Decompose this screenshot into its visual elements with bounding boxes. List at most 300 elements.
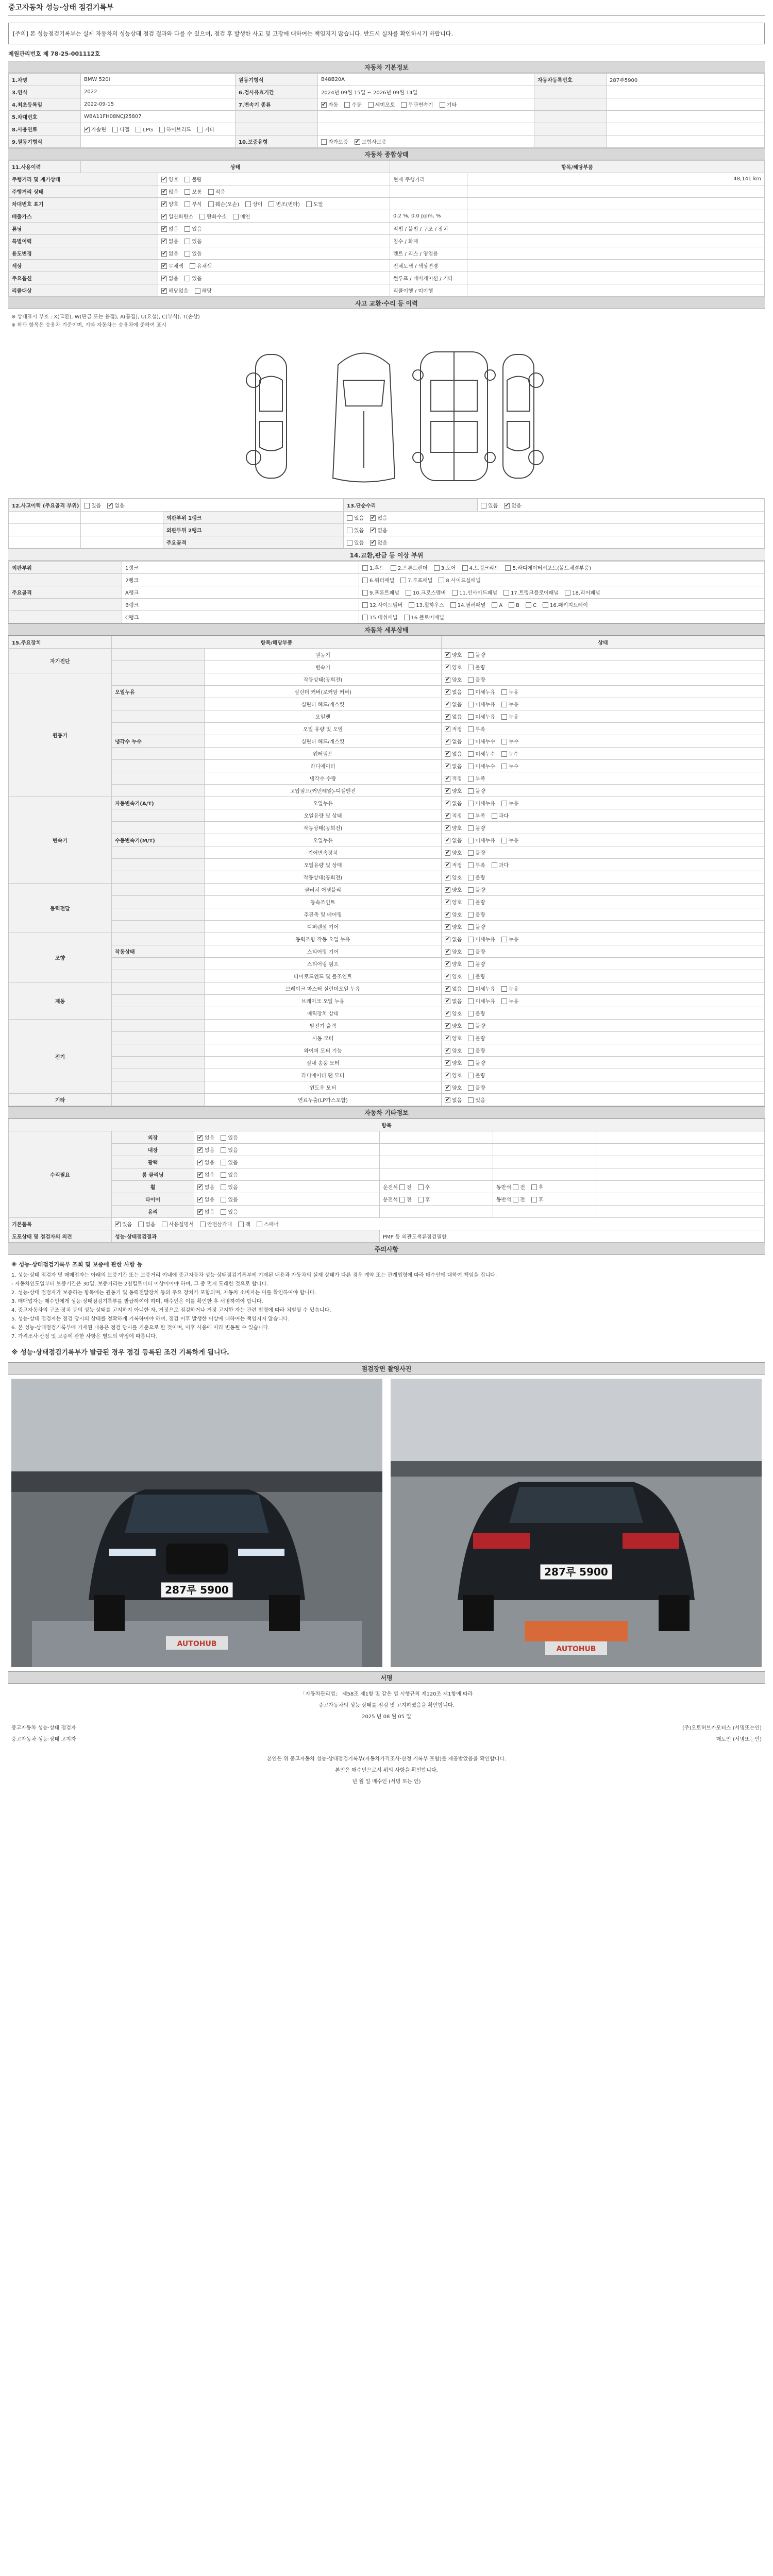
checkbox-icon[interactable] — [468, 900, 474, 905]
detail-opt[interactable]: 부족 — [468, 863, 485, 869]
detail-opt[interactable]: ✔ 없음 — [445, 715, 462, 720]
checkbox-icon[interactable] — [184, 226, 190, 232]
checkbox-icon[interactable] — [184, 189, 190, 195]
checkbox-icon[interactable] — [445, 838, 450, 843]
detail-opt[interactable]: ✔ 양호 — [445, 875, 462, 881]
checkbox-icon[interactable] — [404, 615, 410, 620]
checkbox-icon[interactable] — [531, 1197, 537, 1202]
warranty-opt[interactable]: ✔ 보험사보증 — [355, 140, 386, 145]
checkbox-icon[interactable] — [492, 602, 497, 608]
checkbox-icon[interactable] — [445, 1048, 450, 1054]
checkbox-icon[interactable] — [208, 189, 214, 195]
checkbox-icon[interactable] — [362, 590, 368, 596]
transmission-opt[interactable]: 무단변속기 — [401, 103, 433, 108]
checkbox-icon[interactable] — [445, 949, 450, 955]
checkbox-icon[interactable] — [445, 974, 450, 979]
detail-opt[interactable]: 부족 — [468, 776, 485, 782]
other-side-opt[interactable]: 후 — [531, 1197, 544, 1203]
checkbox-icon[interactable] — [445, 1036, 450, 1041]
exchange-opt[interactable]: 3.도어 — [434, 566, 456, 571]
general-opt[interactable]: 있음 — [184, 239, 201, 245]
accident-q2-opt[interactable]: ✔ 없음 — [504, 503, 521, 509]
detail-opt[interactable]: 불량 — [468, 950, 485, 955]
checkbox-icon[interactable] — [162, 1222, 167, 1227]
exchange-opt[interactable]: 14.필러패널 — [450, 603, 486, 608]
other-side-opt[interactable]: 후 — [418, 1185, 430, 1191]
checkbox-icon[interactable] — [445, 825, 450, 831]
checkbox-icon[interactable] — [184, 239, 190, 244]
checkbox-icon[interactable] — [468, 1073, 474, 1078]
other-opt[interactable]: 있음 — [221, 1173, 238, 1178]
checkbox-icon[interactable] — [445, 986, 450, 992]
checkbox-icon[interactable] — [468, 937, 474, 942]
checkbox-icon[interactable] — [445, 764, 450, 769]
exchange-opt[interactable]: 17.트렁크플로어패널 — [503, 590, 559, 596]
checkbox-icon[interactable] — [468, 801, 474, 806]
checkbox-icon[interactable] — [184, 276, 190, 281]
checkbox-icon[interactable] — [197, 1147, 203, 1153]
detail-opt[interactable]: 미세누유 — [468, 999, 495, 1005]
other-side-opt[interactable]: 전 — [513, 1185, 525, 1191]
detail-opt[interactable]: ✔ 양호 — [445, 925, 462, 930]
general-opt[interactable]: 매연 — [233, 214, 250, 220]
checkbox-icon[interactable] — [184, 251, 190, 257]
checkbox-icon[interactable] — [445, 652, 450, 658]
checkbox-icon[interactable] — [501, 986, 507, 992]
checkbox-icon[interactable] — [445, 961, 450, 967]
checkbox-icon[interactable] — [501, 702, 507, 707]
detail-opt[interactable]: ✔ 없음 — [445, 739, 462, 745]
detail-opt[interactable]: ✔ 양호 — [445, 1036, 462, 1042]
detail-opt[interactable]: ✔ 양호 — [445, 653, 462, 658]
checkbox-icon[interactable] — [481, 503, 486, 509]
checkbox-icon[interactable] — [306, 201, 312, 207]
checkbox-icon[interactable] — [504, 503, 510, 509]
detail-opt[interactable]: ✔ 양호 — [445, 1024, 462, 1029]
checkbox-icon[interactable] — [362, 578, 368, 583]
checkbox-icon[interactable] — [468, 1060, 474, 1066]
checkbox-icon[interactable] — [197, 1197, 203, 1202]
checkbox-icon[interactable] — [445, 714, 450, 720]
detail-opt[interactable]: ✔ 없음 — [445, 690, 462, 696]
checkbox-icon[interactable] — [468, 665, 474, 670]
checkbox-icon[interactable] — [445, 924, 450, 930]
checkbox-icon[interactable] — [161, 276, 167, 281]
other-side-opt[interactable]: 전 — [399, 1197, 412, 1203]
checkbox-icon[interactable] — [468, 1011, 474, 1016]
checkbox-icon[interactable] — [445, 1085, 450, 1091]
checkbox-icon[interactable] — [136, 127, 141, 132]
general-opt[interactable]: 상이 — [245, 202, 262, 208]
basic-item-opt[interactable]: 안전삼각대 — [200, 1222, 232, 1228]
detail-opt[interactable]: ✔ 없음 — [445, 999, 462, 1005]
checkbox-icon[interactable] — [468, 924, 474, 930]
checkbox-icon[interactable] — [492, 862, 497, 868]
transmission-opt[interactable]: ✔ 자동 — [321, 103, 338, 108]
detail-opt[interactable]: ✔ 없음 — [445, 1098, 462, 1104]
checkbox-icon[interactable] — [362, 615, 368, 620]
checkbox-icon[interactable] — [221, 1160, 226, 1165]
checkbox-icon[interactable] — [445, 1097, 450, 1103]
detail-opt[interactable]: 불량 — [468, 912, 485, 918]
checkbox-icon[interactable] — [221, 1172, 226, 1178]
checkbox-icon[interactable] — [468, 739, 474, 744]
checkbox-icon[interactable] — [233, 214, 239, 219]
checkbox-icon[interactable] — [399, 1184, 405, 1190]
general-opt[interactable]: ✔ 없음 — [161, 251, 178, 257]
detail-opt[interactable]: 누유 — [501, 987, 518, 992]
checkbox-icon[interactable] — [445, 998, 450, 1004]
exchange-opt[interactable]: 6.쿼터패널 — [362, 578, 394, 584]
basic-item-opt[interactable]: 스패너 — [257, 1222, 279, 1228]
other-opt[interactable]: ✔ 없음 — [197, 1185, 214, 1191]
general-opt[interactable]: ✔ 없음 — [161, 239, 178, 245]
checkbox-icon[interactable] — [501, 998, 507, 1004]
detail-opt[interactable]: 불량 — [468, 1061, 485, 1066]
fuel-opt[interactable]: LPG — [136, 127, 153, 133]
detail-opt[interactable]: 불량 — [468, 875, 485, 881]
detail-opt[interactable]: ✔ 양호 — [445, 789, 462, 794]
checkbox-icon[interactable] — [418, 1184, 424, 1190]
exchange-opt[interactable]: A — [492, 603, 502, 608]
detail-opt[interactable]: 미세누수 — [468, 764, 495, 770]
checkbox-icon[interactable] — [468, 764, 474, 769]
other-opt[interactable]: ✔ 없음 — [197, 1160, 214, 1166]
checkbox-icon[interactable] — [445, 788, 450, 794]
detail-opt[interactable]: 누유 — [501, 838, 518, 844]
checkbox-icon[interactable] — [221, 1197, 226, 1202]
checkbox-icon[interactable] — [565, 590, 570, 596]
checkbox-icon[interactable] — [368, 102, 374, 108]
detail-opt[interactable]: ✔ 없음 — [445, 764, 462, 770]
exchange-opt[interactable]: 16.패키지트레이 — [543, 603, 588, 608]
checkbox-icon[interactable] — [445, 813, 450, 819]
checkbox-icon[interactable] — [197, 1209, 203, 1215]
detail-opt[interactable]: 있음 — [468, 1098, 485, 1104]
detail-opt[interactable]: ✔ 양호 — [445, 900, 462, 906]
checkbox-icon[interactable] — [184, 201, 190, 207]
exchange-opt[interactable]: 8.사이드실패널 — [439, 578, 481, 584]
checkbox-icon[interactable] — [468, 1085, 474, 1091]
checkbox-icon[interactable] — [468, 912, 474, 918]
exchange-opt[interactable]: 2.프론트펜더 — [391, 566, 428, 571]
detail-opt[interactable]: 미세누유 — [468, 987, 495, 992]
checkbox-icon[interactable] — [245, 201, 251, 207]
checkbox-icon[interactable] — [221, 1184, 226, 1190]
checkbox-icon[interactable] — [468, 974, 474, 979]
checkbox-icon[interactable] — [468, 1023, 474, 1029]
checkbox-icon[interactable] — [531, 1184, 537, 1190]
general-opt[interactable]: 있음 — [184, 276, 201, 282]
exchange-opt[interactable]: 12.사이드멤버 — [362, 603, 402, 608]
rank-opt[interactable]: ✔ 없음 — [370, 516, 387, 521]
checkbox-icon[interactable] — [409, 602, 414, 608]
checkbox-icon[interactable] — [445, 1011, 450, 1016]
checkbox-icon[interactable] — [445, 900, 450, 905]
checkbox-icon[interactable] — [440, 102, 445, 108]
checkbox-icon[interactable] — [221, 1147, 226, 1153]
detail-opt[interactable]: ✔ 양호 — [445, 912, 462, 918]
detail-opt[interactable]: ✔ 양호 — [445, 1048, 462, 1054]
checkbox-icon[interactable] — [501, 838, 507, 843]
rank-opt[interactable]: ✔ 없음 — [370, 540, 387, 546]
exchange-opt[interactable]: 18.리어패널 — [565, 590, 600, 596]
detail-opt[interactable]: 미세누수 — [468, 752, 495, 757]
detail-opt[interactable]: ✔ 적정 — [445, 727, 462, 733]
general-opt[interactable]: 보통 — [184, 190, 201, 195]
general-opt[interactable]: ✔ 양호 — [161, 202, 178, 208]
checkbox-icon[interactable] — [161, 177, 167, 182]
detail-opt[interactable]: 불량 — [468, 677, 485, 683]
fuel-opt[interactable]: 기타 — [197, 127, 214, 133]
checkbox-icon[interactable] — [399, 1197, 405, 1202]
basic-item-opt[interactable]: 없음 — [138, 1222, 155, 1228]
other-opt[interactable]: ✔ 없음 — [197, 1148, 214, 1154]
checkbox-icon[interactable] — [509, 602, 514, 608]
detail-opt[interactable]: 불량 — [468, 925, 485, 930]
detail-opt[interactable]: 불량 — [468, 1036, 485, 1042]
detail-opt[interactable]: 누유 — [501, 937, 518, 943]
exchange-opt[interactable]: 15.대쉬패널 — [362, 615, 398, 621]
checkbox-icon[interactable] — [468, 986, 474, 992]
general-opt[interactable]: ✔ 없음 — [161, 276, 178, 282]
detail-opt[interactable]: 과다 — [492, 814, 509, 819]
checkbox-icon[interactable] — [468, 1036, 474, 1041]
checkbox-icon[interactable] — [543, 602, 548, 608]
checkbox-icon[interactable] — [468, 961, 474, 967]
checkbox-icon[interactable] — [197, 1184, 203, 1190]
checkbox-icon[interactable] — [445, 702, 450, 707]
checkbox-icon[interactable] — [445, 665, 450, 670]
checkbox-icon[interactable] — [468, 689, 474, 695]
checkbox-icon[interactable] — [468, 949, 474, 955]
detail-opt[interactable]: ✔ 양호 — [445, 1061, 462, 1066]
detail-opt[interactable]: 미세누수 — [468, 739, 495, 745]
detail-opt[interactable]: ✔ 양호 — [445, 1011, 462, 1017]
detail-opt[interactable]: 불량 — [468, 665, 485, 671]
general-opt[interactable]: ✔ 일산화탄소 — [161, 214, 193, 220]
detail-opt[interactable]: 누수 — [501, 752, 518, 757]
general-opt[interactable]: ✔ 해당없음 — [161, 289, 189, 294]
fuel-opt[interactable]: ✔ 가솔린 — [84, 127, 106, 133]
checkbox-icon[interactable] — [501, 801, 507, 806]
checkbox-icon[interactable] — [161, 189, 167, 195]
detail-opt[interactable]: ✔ 양호 — [445, 851, 462, 856]
checkbox-icon[interactable] — [468, 838, 474, 843]
detail-opt[interactable]: ✔ 적정 — [445, 776, 462, 782]
checkbox-icon[interactable] — [197, 1172, 203, 1178]
detail-opt[interactable]: ✔ 양호 — [445, 962, 462, 968]
detail-opt[interactable]: 불량 — [468, 653, 485, 658]
checkbox-icon[interactable] — [197, 1160, 203, 1165]
detail-opt[interactable]: ✔ 없음 — [445, 937, 462, 943]
checkbox-icon[interactable] — [503, 590, 509, 596]
detail-opt[interactable]: 불량 — [468, 888, 485, 893]
checkbox-icon[interactable] — [362, 565, 368, 571]
checkbox-icon[interactable] — [200, 1222, 206, 1227]
checkbox-icon[interactable] — [445, 1073, 450, 1078]
general-opt[interactable]: 유채색 — [190, 264, 212, 269]
checkbox-icon[interactable] — [468, 751, 474, 757]
checkbox-icon[interactable] — [107, 503, 113, 509]
transmission-opt[interactable]: 기타 — [440, 103, 457, 108]
checkbox-icon[interactable] — [161, 288, 167, 294]
basic-item-opt[interactable]: ✔ 있음 — [115, 1222, 132, 1228]
checkbox-icon[interactable] — [197, 127, 203, 132]
other-opt[interactable]: ✔ 없음 — [197, 1173, 214, 1178]
detail-opt[interactable]: 불량 — [468, 851, 485, 856]
rank-opt[interactable]: 있음 — [347, 540, 364, 546]
detail-opt[interactable]: 미세누유 — [468, 690, 495, 696]
checkbox-icon[interactable] — [526, 602, 531, 608]
fuel-opt[interactable]: 디젤 — [112, 127, 129, 133]
checkbox-icon[interactable] — [501, 739, 507, 744]
checkbox-icon[interactable] — [321, 102, 327, 108]
checkbox-icon[interactable] — [468, 875, 474, 880]
fuel-opt[interactable]: 하이브리드 — [159, 127, 191, 133]
checkbox-icon[interactable] — [445, 1023, 450, 1029]
checkbox-icon[interactable] — [501, 751, 507, 757]
checkbox-icon[interactable] — [161, 263, 167, 269]
detail-opt[interactable]: ✔ 없음 — [445, 987, 462, 992]
detail-opt[interactable]: 불량 — [468, 1048, 485, 1054]
checkbox-icon[interactable] — [190, 263, 195, 269]
checkbox-icon[interactable] — [221, 1135, 226, 1141]
detail-opt[interactable]: 미세누유 — [468, 715, 495, 720]
detail-opt[interactable]: 과다 — [492, 863, 509, 869]
detail-opt[interactable]: 누유 — [501, 715, 518, 720]
checkbox-icon[interactable] — [159, 127, 165, 132]
other-side-opt[interactable]: 후 — [418, 1197, 430, 1203]
rank-opt[interactable]: ✔ 없음 — [370, 528, 387, 534]
checkbox-icon[interactable] — [445, 677, 450, 683]
other-side-opt[interactable]: 후 — [531, 1185, 544, 1191]
checkbox-icon[interactable] — [468, 887, 474, 893]
checkbox-icon[interactable] — [161, 214, 167, 219]
detail-opt[interactable]: 불량 — [468, 974, 485, 980]
detail-opt[interactable]: ✔ 없음 — [445, 702, 462, 708]
exchange-opt[interactable]: 4.트렁크리드 — [462, 566, 499, 571]
checkbox-icon[interactable] — [505, 565, 511, 571]
general-opt[interactable]: ✔ 없음 — [161, 227, 178, 232]
checkbox-icon[interactable] — [468, 825, 474, 831]
general-opt[interactable]: 적음 — [208, 190, 225, 195]
checkbox-icon[interactable] — [238, 1222, 244, 1227]
detail-opt[interactable]: ✔ 양호 — [445, 950, 462, 955]
detail-opt[interactable]: 누수 — [501, 764, 518, 770]
other-opt[interactable]: 있음 — [221, 1210, 238, 1215]
other-side-opt[interactable]: 전 — [399, 1185, 412, 1191]
transmission-opt[interactable]: 세미오토 — [368, 103, 395, 108]
detail-opt[interactable]: ✔ 적정 — [445, 863, 462, 869]
checkbox-icon[interactable] — [221, 1209, 226, 1215]
checkbox-icon[interactable] — [434, 565, 440, 571]
checkbox-icon[interactable] — [439, 578, 444, 583]
accident-q1-opt[interactable]: 있음 — [84, 503, 101, 509]
detail-opt[interactable]: 누유 — [501, 801, 518, 807]
other-opt[interactable]: 있음 — [221, 1160, 238, 1166]
checkbox-icon[interactable] — [347, 515, 352, 521]
basic-item-opt[interactable]: 잭 — [238, 1222, 250, 1228]
checkbox-icon[interactable] — [445, 751, 450, 757]
checkbox-icon[interactable] — [370, 540, 376, 546]
rank-opt[interactable]: 있음 — [347, 528, 364, 534]
detail-opt[interactable]: ✔ 적정 — [445, 814, 462, 819]
detail-opt[interactable]: 미세누유 — [468, 838, 495, 844]
exchange-opt[interactable]: 11.인사이드패널 — [452, 590, 497, 596]
exchange-opt[interactable]: B — [509, 603, 519, 608]
checkbox-icon[interactable] — [370, 515, 376, 521]
checkbox-icon[interactable] — [344, 102, 350, 108]
checkbox-icon[interactable] — [445, 875, 450, 880]
checkbox-icon[interactable] — [445, 739, 450, 744]
checkbox-icon[interactable] — [321, 139, 327, 145]
checkbox-icon[interactable] — [184, 177, 190, 182]
detail-opt[interactable]: 불량 — [468, 789, 485, 794]
checkbox-icon[interactable] — [161, 226, 167, 232]
checkbox-icon[interactable] — [138, 1222, 144, 1227]
general-opt[interactable]: 있음 — [184, 251, 201, 257]
checkbox-icon[interactable] — [468, 652, 474, 658]
detail-opt[interactable]: 불량 — [468, 1073, 485, 1079]
checkbox-icon[interactable] — [84, 127, 90, 132]
exchange-opt[interactable]: 16.플로어패널 — [404, 615, 444, 621]
other-opt[interactable]: ✔ 없음 — [197, 1136, 214, 1141]
other-opt[interactable]: 있음 — [221, 1197, 238, 1203]
checkbox-icon[interactable] — [112, 127, 118, 132]
checkbox-icon[interactable] — [445, 776, 450, 782]
detail-opt[interactable]: 누수 — [501, 739, 518, 745]
checkbox-icon[interactable] — [452, 590, 458, 596]
general-opt[interactable]: 부식 — [184, 202, 201, 208]
detail-opt[interactable]: 미세누유 — [468, 702, 495, 708]
checkbox-icon[interactable] — [347, 540, 352, 546]
detail-opt[interactable]: ✔ 없음 — [445, 838, 462, 844]
checkbox-icon[interactable] — [401, 102, 407, 108]
checkbox-icon[interactable] — [418, 1197, 424, 1202]
checkbox-icon[interactable] — [462, 565, 468, 571]
checkbox-icon[interactable] — [445, 862, 450, 868]
other-opt[interactable]: 있음 — [221, 1148, 238, 1154]
detail-opt[interactable]: 미세누유 — [468, 801, 495, 807]
detail-opt[interactable]: ✔ 양호 — [445, 665, 462, 671]
checkbox-icon[interactable] — [84, 503, 90, 509]
checkbox-icon[interactable] — [406, 590, 411, 596]
checkbox-icon[interactable] — [468, 677, 474, 683]
accident-q2-opt[interactable]: 있음 — [481, 503, 498, 509]
exchange-opt[interactable]: 7.루프패널 — [400, 578, 432, 584]
checkbox-icon[interactable] — [115, 1222, 121, 1227]
checkbox-icon[interactable] — [445, 801, 450, 806]
rank-opt[interactable]: 있음 — [347, 516, 364, 521]
checkbox-icon[interactable] — [445, 937, 450, 942]
checkbox-icon[interactable] — [468, 1097, 474, 1103]
detail-opt[interactable]: ✔ 양호 — [445, 1086, 462, 1091]
general-opt[interactable]: 불량 — [184, 177, 201, 183]
detail-opt[interactable]: 부족 — [468, 814, 485, 819]
checkbox-icon[interactable] — [355, 139, 360, 145]
exchange-opt[interactable]: 9.프론트패널 — [362, 590, 399, 596]
checkbox-icon[interactable] — [391, 565, 396, 571]
checkbox-icon[interactable] — [161, 201, 167, 207]
detail-opt[interactable]: 불량 — [468, 1024, 485, 1029]
checkbox-icon[interactable] — [257, 1222, 262, 1227]
checkbox-icon[interactable] — [445, 850, 450, 856]
checkbox-icon[interactable] — [468, 1048, 474, 1054]
detail-opt[interactable]: ✔ 없음 — [445, 801, 462, 807]
detail-opt[interactable]: 누유 — [501, 702, 518, 708]
checkbox-icon[interactable] — [468, 850, 474, 856]
